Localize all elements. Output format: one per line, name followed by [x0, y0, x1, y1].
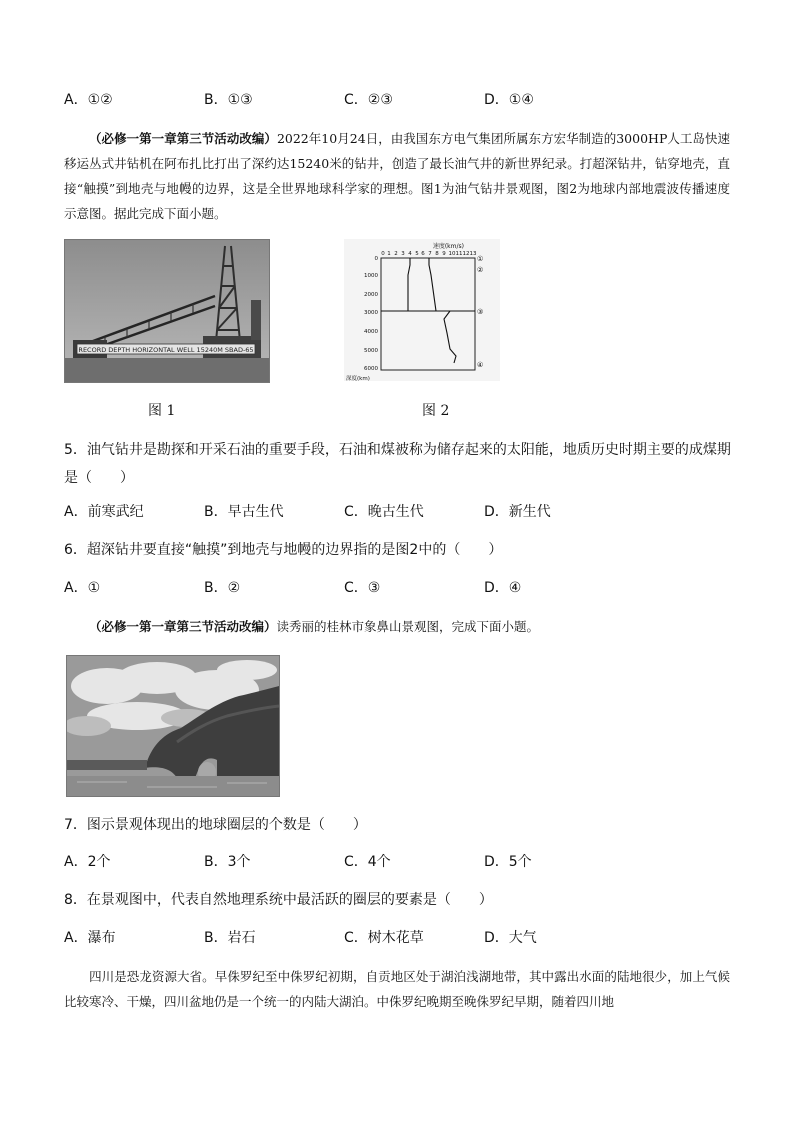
- q6-option-b[interactable]: B．②: [204, 580, 241, 596]
- q4-option-b[interactable]: B．①③: [204, 92, 253, 108]
- figure2-depth-label: 深度(km): [346, 376, 370, 381]
- figure2-marker-4: ④: [477, 361, 484, 369]
- q7-option-a[interactable]: A．2个: [64, 854, 111, 870]
- q5-option-a[interactable]: A．前寒武纪: [64, 504, 144, 520]
- figure2-top-tick: 7: [428, 251, 432, 257]
- figure2-top-tick: 3: [401, 251, 405, 257]
- figure2-top-tick: 11: [455, 251, 463, 257]
- figure2-velocity-label: 速度(km/s): [432, 243, 464, 250]
- q5-option-b[interactable]: B．早古生代: [204, 504, 284, 520]
- q4-option-d[interactable]: D．①④: [484, 92, 534, 108]
- question-6-stem: 6．超深钻井要直接“触摸”到地壳与地幔的边界指的是图2中的（ ）: [64, 542, 503, 558]
- figure2-depth-tick: 2000: [364, 292, 378, 298]
- figure2-top-tick: 5: [415, 251, 419, 257]
- q7-option-d[interactable]: D．5个: [484, 854, 532, 870]
- figure2-depth-tick: 1000: [364, 273, 378, 279]
- figure2-top-tick: 12: [462, 251, 470, 257]
- q8-option-d[interactable]: D．大气: [484, 930, 537, 946]
- figure2-top-tick: 1: [387, 251, 391, 257]
- figure2-top-tick: 2: [394, 251, 398, 257]
- figure2-top-tick: 9: [442, 251, 446, 257]
- passage-drilling: [64, 126, 730, 226]
- q4-option-c[interactable]: C．②③: [344, 92, 393, 108]
- figure2-seismic-velocity-diagram: [344, 239, 500, 381]
- figure2-caption: 图 2: [422, 403, 450, 419]
- passage2-source: （必修一第一章第三节活动改编）: [89, 619, 277, 634]
- q8-option-b[interactable]: B．岩石: [204, 930, 256, 946]
- passage-source: （必修一第一章第三节活动改编）: [89, 131, 277, 146]
- figure2-marker-2: ②: [477, 266, 484, 274]
- q6-option-a[interactable]: A．①: [64, 580, 101, 596]
- figure2-depth-tick: 4000: [364, 329, 378, 335]
- figure2-depth-tick: 5000: [364, 348, 378, 354]
- figure2-top-tick: 8: [435, 251, 439, 257]
- elephant-trunk-hill-photo: [66, 655, 280, 797]
- q8-option-c[interactable]: C．树木花草: [344, 930, 424, 946]
- figure2-top-tick: 13: [469, 251, 477, 257]
- figure1-banner-text: RECORD DEPTH HORIZONTAL WELL 15240M SBAD-65: [78, 346, 254, 354]
- figure2-marker-1: ①: [477, 255, 484, 263]
- figure1-drilling-rig-photo: [64, 239, 270, 383]
- passage3-text: 四川是恐龙资源大省。早侏罗纪至中侏罗纪初期，自贡地区处于湖泊浅湖地带，其中露出水面的陆地很少，加上气候比较寒冷、干燥，四川盆地仍是一个统一的内陆大湖泊。中侏罗纪晚期至晚侏罗纪早期，随着四川地: [64, 969, 730, 1009]
- q5-option-d[interactable]: D．新生代: [484, 504, 551, 520]
- q6-option-d[interactable]: D．④: [484, 580, 522, 596]
- passage-dinosaur: [64, 964, 730, 1014]
- q7-option-c[interactable]: C．4个: [344, 854, 391, 870]
- q8-option-a[interactable]: A．瀑布: [64, 930, 116, 946]
- question-5-stem: 5．油气钻井是勘探和开采石油的重要手段，石油和煤被称为储存起来的太阳能，地质历史时期主要的成煤期是（ ）: [64, 442, 731, 486]
- figure2-top-tick: 10: [448, 251, 456, 257]
- q6-option-c[interactable]: C．③: [344, 580, 381, 596]
- passage-text: 2022年10月24日，由我国东方电气集团所属东方宏华制造的3000HP人工岛快速移运丛式井钻机在阿布扎比打出了深约达15240米的钻井，创造了最长油气井的新世界纪录。打超深钻井，钻穿地壳，直接“触摸”到地壳与地幔的边界，这是全世界地球科学家的理想。图1为油气钻井景观图，图2为地球内部地震波传播速度示意图。据此完成下面小题。: [64, 131, 730, 221]
- figure1-caption: 图 1: [148, 403, 176, 419]
- question-7-stem: 7．图示景观体现出的地球圈层的个数是（ ）: [64, 817, 367, 833]
- figure2-marker-3: ③: [477, 308, 484, 316]
- figure2-top-tick: 4: [408, 251, 412, 257]
- figure2-depth-tick: 0: [374, 256, 378, 262]
- q5-option-c[interactable]: C．晚古生代: [344, 504, 424, 520]
- figure2-top-tick: 0: [381, 251, 385, 257]
- figure2-depth-tick: 3000: [364, 310, 378, 316]
- passage2-text: 读秀丽的桂林市象鼻山景观图，完成下面小题。: [276, 619, 540, 634]
- figure2-depth-tick: 6000: [364, 366, 378, 372]
- q7-option-b[interactable]: B．3个: [204, 854, 251, 870]
- q4-option-a[interactable]: A．①②: [64, 92, 113, 108]
- passage-elephant-hill: [64, 614, 730, 639]
- figure2-top-tick: 6: [421, 251, 425, 257]
- question-8-stem: 8．在景观图中，代表自然地理系统中最活跃的圈层的要素是（ ）: [64, 892, 493, 908]
